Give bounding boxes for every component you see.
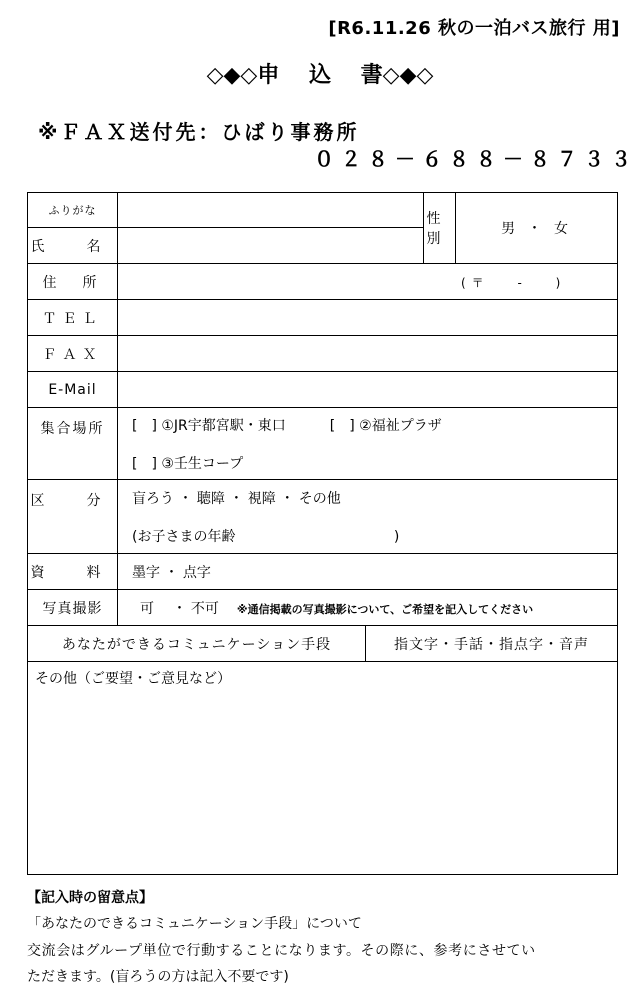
child-age-field[interactable]: (お子さまの年齢 ) [132, 528, 400, 545]
name-label: 氏 名 [28, 228, 118, 264]
category-field [118, 480, 618, 554]
photo-notice: ※通信掲載の写真撮影について、ご希望を記入してください [236, 602, 534, 616]
materials-options[interactable]: 墨字 ・ 点字 [118, 554, 618, 590]
category-label: 区 分 [28, 480, 118, 554]
fax-label: ＦＡＸ [28, 336, 118, 372]
notes-line-2: 交流会はグループ単位で行動することになります。その際に、参考にさせてい [27, 943, 536, 959]
fax-destination: ※ＦＡＸ送付先：ひばり事務所 [38, 120, 360, 144]
email-label: E-Mail [28, 372, 118, 408]
category-options[interactable]: 盲ろう ・ 聴障 ・ 視障 ・ その他 [132, 490, 341, 507]
furigana-field[interactable] [118, 193, 424, 228]
fax-field[interactable] [118, 336, 618, 372]
notes-line-1: 「あなたのできるコミュニケーション手段」について [27, 916, 362, 932]
other-comments-field[interactable] [28, 662, 618, 875]
sex-options[interactable]: 男 ・ 女 [456, 193, 618, 264]
sex-label: 性 別 [424, 193, 456, 264]
photo-field [118, 590, 618, 626]
name-field[interactable] [118, 228, 424, 264]
meeting-place-field [118, 408, 618, 480]
materials-label: 資 料 [28, 554, 118, 590]
email-field[interactable] [118, 372, 618, 408]
photo-options[interactable]: 可 ・ 不可 [140, 600, 219, 617]
communication-label: あなたができるコミュニケーション手段 [28, 626, 366, 662]
address-field[interactable] [118, 264, 618, 300]
meeting-place-label: 集合場所 [28, 408, 118, 480]
page-title: ◇◆◇申 込 書◇◆◇ [206, 63, 434, 88]
furigana-label: ふりがな [28, 193, 118, 228]
photo-label: 写真撮影 [28, 590, 118, 626]
other-comments-label: その他（ご要望・ご意見など） [35, 671, 231, 687]
meeting-option-1[interactable]: [ ] ①JR宇都宮駅・東口 [132, 417, 286, 434]
fax-number: ０２８－６８８－８７３３ [314, 147, 638, 171]
tel-field[interactable] [118, 300, 618, 336]
address-label: 住 所 [28, 264, 118, 300]
notes-heading: 【記入時の留意点】 [27, 890, 153, 906]
tel-label: ＴＥＬ [28, 300, 118, 336]
meeting-option-3[interactable]: [ ] ③壬生コープ [132, 455, 244, 472]
communication-options[interactable]: 指文字・手話・指点字・音声 [366, 626, 618, 662]
meeting-option-2[interactable]: [ ] ②福祉プラザ [329, 417, 442, 434]
notes-line-3: ただきます。(盲ろうの方は記入不要です) [27, 969, 289, 985]
postal-code-field[interactable]: (〒 - ) [461, 276, 567, 290]
application-form [27, 192, 618, 875]
event-tag: [R6.11.26 秋の一泊バス旅行 用] [328, 18, 620, 39]
